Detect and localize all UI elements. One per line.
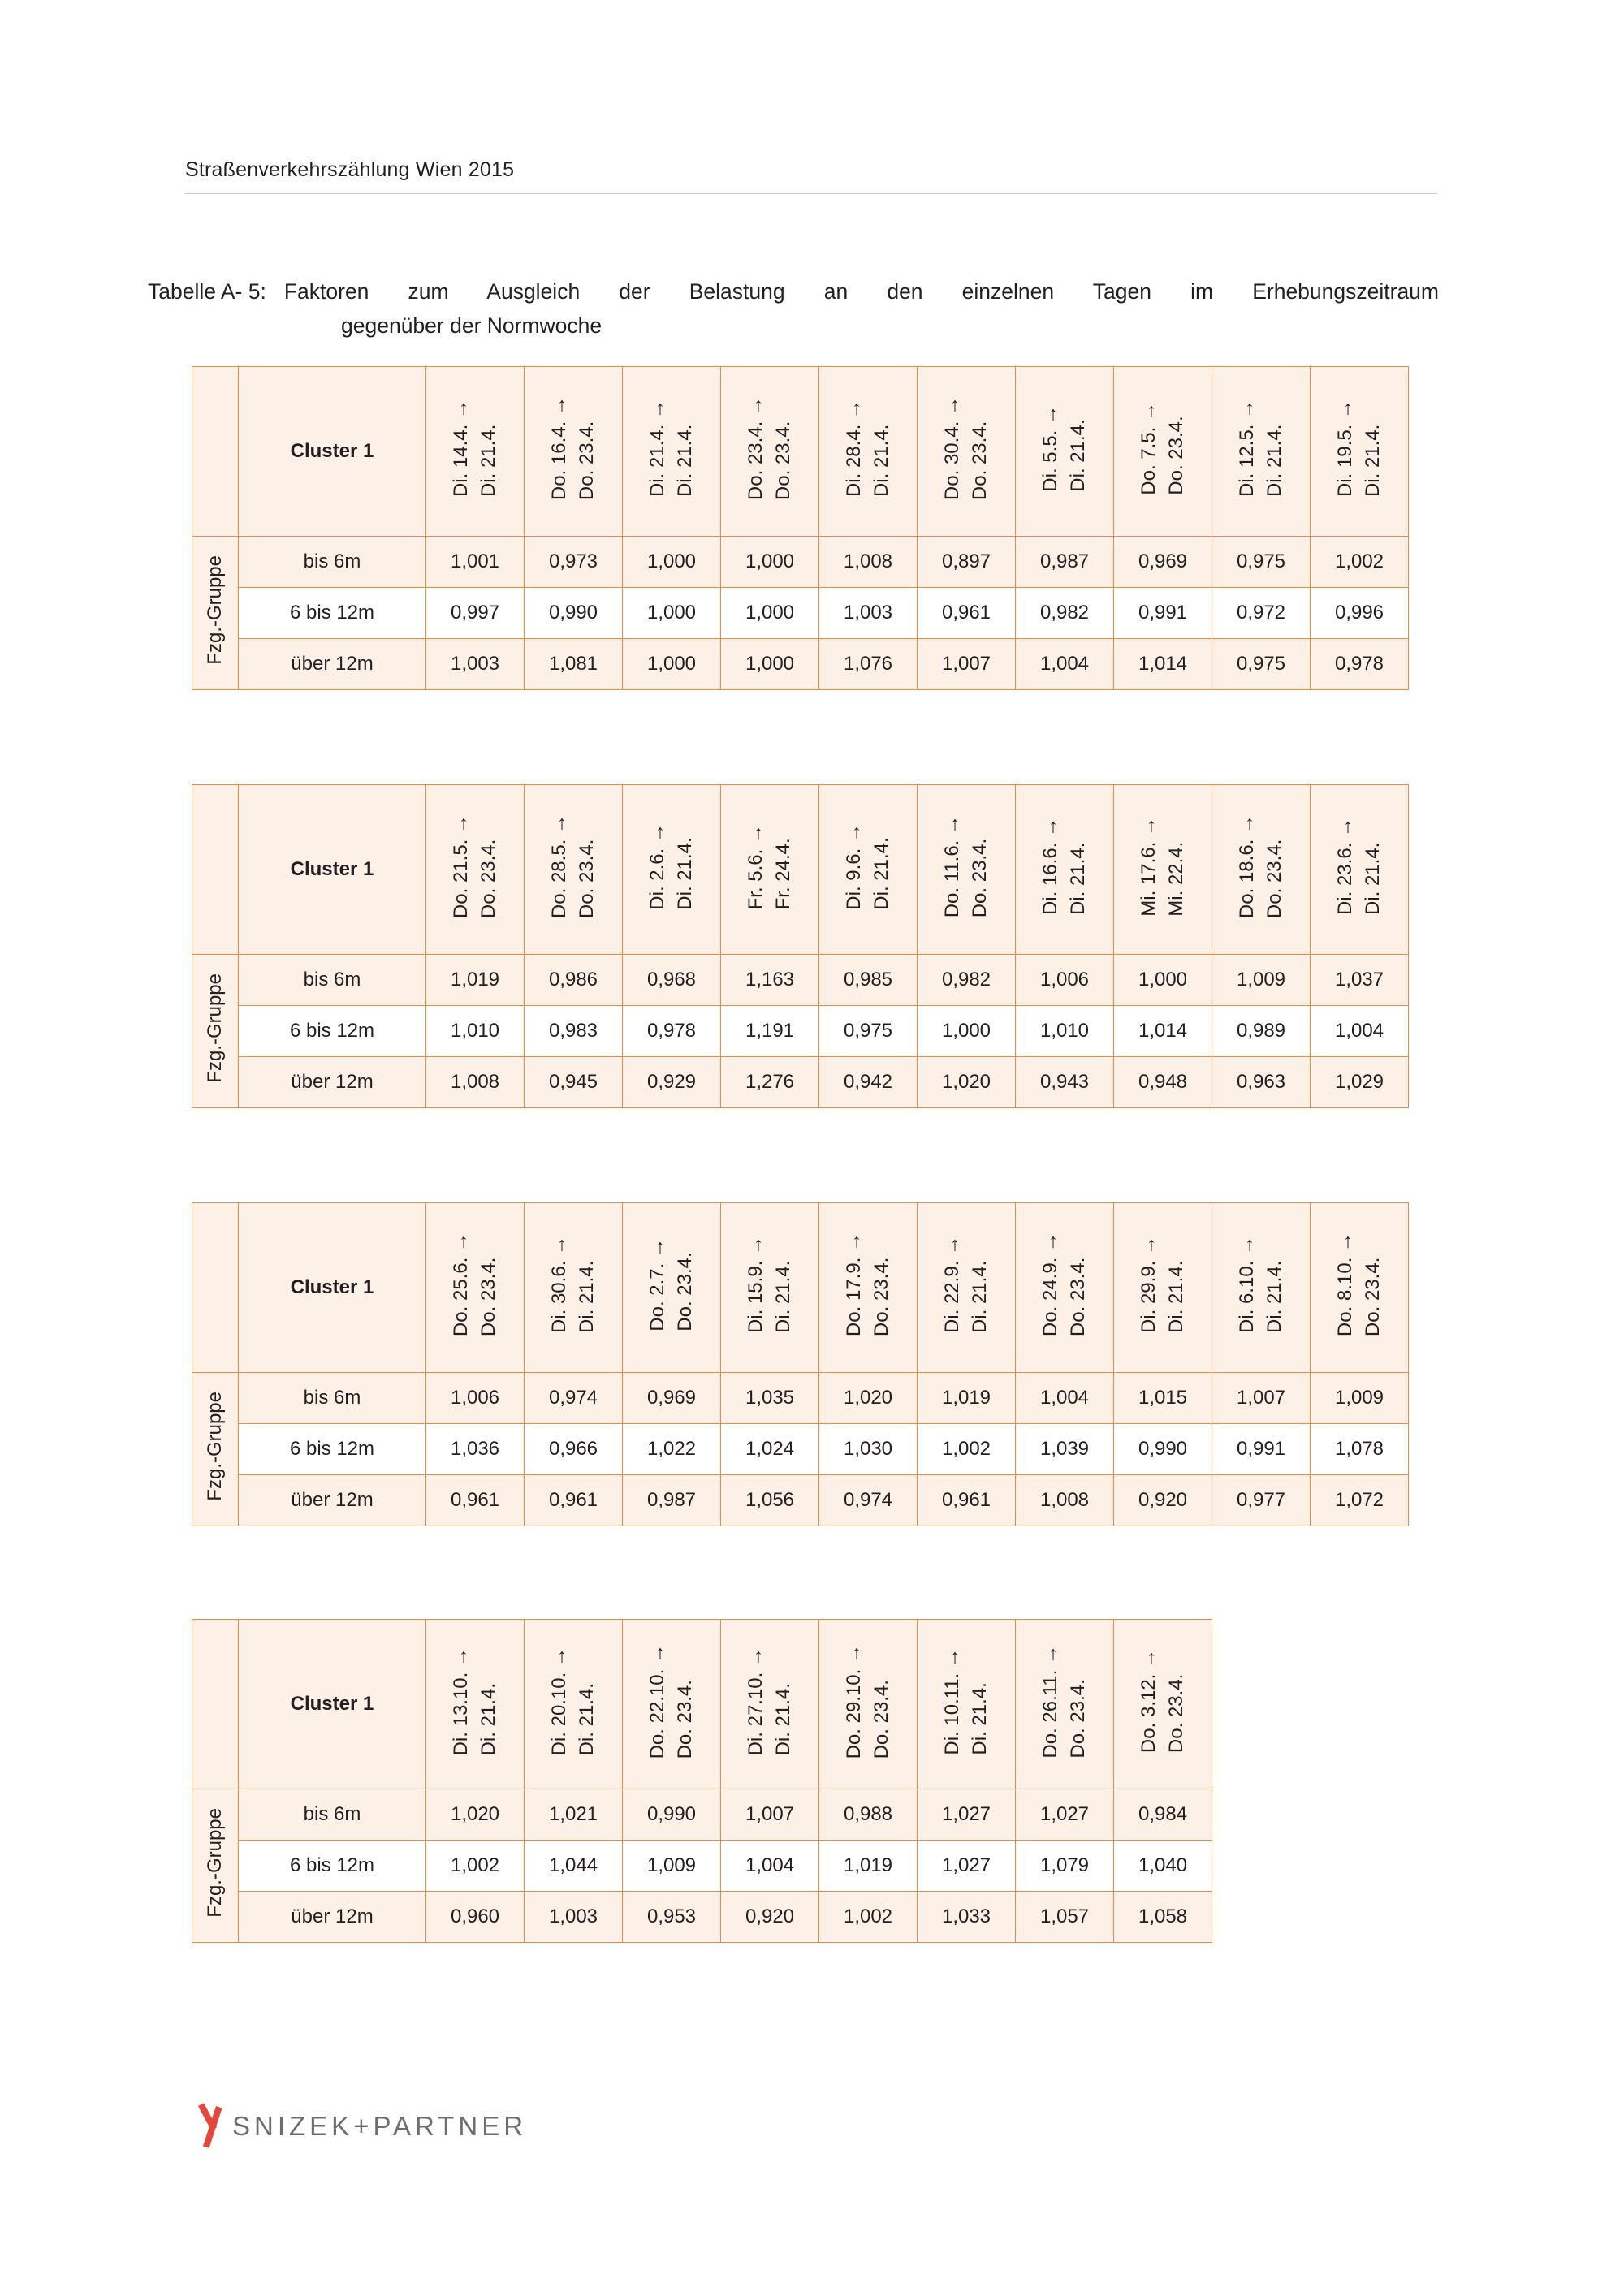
- company-logo: [192, 2104, 527, 2148]
- column-header: [1114, 785, 1212, 955]
- row-label: 6 bis 12m: [239, 1424, 426, 1475]
- cell-value: 1,020: [426, 1789, 525, 1841]
- factor-table-block-4: [192, 1619, 1212, 1943]
- cell-value: 1,006: [426, 1373, 525, 1424]
- row-label: bis 6m: [239, 537, 426, 588]
- cell-value: 1,000: [721, 537, 819, 588]
- cell-value: 1,019: [426, 955, 525, 1006]
- column-header: [525, 1620, 623, 1789]
- cluster-title: Cluster 1: [239, 785, 426, 955]
- cell-value: 1,058: [1114, 1892, 1212, 1943]
- column-header: [721, 785, 819, 955]
- date-from: Di. 30.6. →: [548, 1236, 570, 1334]
- row-label: bis 6m: [239, 1789, 426, 1841]
- cell-value: 1,009: [623, 1841, 721, 1892]
- table-row: [192, 1789, 1212, 1841]
- column-header: [426, 1203, 525, 1373]
- date-to: Do. 23.4.: [1263, 839, 1285, 919]
- table-row: [192, 1006, 1409, 1057]
- caption-line-2: gegenüber der Normwoche: [341, 313, 603, 338]
- cell-value: 0,984: [1114, 1789, 1212, 1841]
- date-to: Di. 21.4.: [969, 1261, 991, 1334]
- cell-value: 1,004: [721, 1841, 819, 1892]
- column-header: [1016, 1203, 1114, 1373]
- cell-value: 1,027: [1016, 1789, 1114, 1841]
- cell-value: 1,010: [426, 1006, 525, 1057]
- cell-value: 0,897: [918, 537, 1016, 588]
- cell-value: 0,973: [525, 537, 623, 588]
- cell-value: 1,003: [426, 639, 525, 690]
- column-header: [819, 1620, 918, 1789]
- date-to: Di. 21.4.: [1067, 843, 1089, 916]
- date-from: Di. 6.10. →: [1236, 1236, 1258, 1334]
- date-to: Do. 23.4.: [1362, 1258, 1384, 1337]
- date-from: Fr. 5.6. →: [745, 823, 767, 910]
- column-header: [525, 367, 623, 537]
- date-from: Do. 28.5. →: [548, 814, 570, 919]
- cell-value: 0,975: [1212, 537, 1311, 588]
- cell-value: 1,002: [918, 1424, 1016, 1475]
- cell-value: 1,276: [721, 1057, 819, 1108]
- date-from: Di. 20.10. →: [548, 1646, 570, 1756]
- cell-value: 1,002: [1311, 537, 1409, 588]
- date-from: Do. 7.5. →: [1138, 402, 1160, 495]
- date-from: Do. 24.9. →: [1039, 1232, 1061, 1337]
- cell-value: 1,004: [1016, 1373, 1114, 1424]
- cell-value: 1,001: [426, 537, 525, 588]
- table-row: [192, 1841, 1212, 1892]
- column-header: [918, 1203, 1016, 1373]
- date-from: Di. 28.4. →: [843, 399, 865, 498]
- cell-value: 0,961: [426, 1475, 525, 1526]
- table-header-row: [192, 367, 1409, 537]
- cell-value: 0,987: [1016, 537, 1114, 588]
- date-to: Do. 23.4.: [576, 421, 598, 501]
- cell-value: 0,991: [1212, 1424, 1311, 1475]
- snizek-mark-icon: [192, 2104, 227, 2148]
- date-to: Do. 23.4.: [674, 1679, 696, 1759]
- cell-value: 0,977: [1212, 1475, 1311, 1526]
- logo-text: SNIZEK+PARTNER: [232, 2111, 528, 2141]
- date-from: Di. 14.4. →: [450, 399, 472, 498]
- cell-value: 1,021: [525, 1789, 623, 1841]
- date-to: Di. 21.4.: [576, 1682, 598, 1756]
- cell-value: 1,008: [426, 1057, 525, 1108]
- date-from: Do. 21.5. →: [450, 814, 472, 919]
- date-from: Do. 22.10. →: [646, 1643, 668, 1759]
- cell-value: 0,945: [525, 1057, 623, 1108]
- cell-value: 0,990: [623, 1789, 721, 1841]
- cell-value: 0,920: [1114, 1475, 1212, 1526]
- date-to: Do. 23.4.: [772, 421, 794, 501]
- date-from: Do. 26.11. →: [1039, 1644, 1061, 1759]
- row-label: über 12m: [239, 1057, 426, 1108]
- cell-value: 1,004: [1311, 1006, 1409, 1057]
- cell-value: 1,004: [1016, 639, 1114, 690]
- date-from: Do. 3.12. →: [1138, 1649, 1160, 1754]
- header-spacer: [192, 785, 239, 955]
- column-header: [918, 367, 1016, 537]
- cell-value: 1,002: [819, 1892, 918, 1943]
- column-header: [623, 367, 721, 537]
- date-to: Do. 23.4.: [1067, 1678, 1089, 1759]
- date-from: Di. 12.5. →: [1236, 399, 1258, 498]
- cell-value: 1,010: [1016, 1006, 1114, 1057]
- side-label: [192, 955, 239, 1108]
- date-to: Do. 23.4.: [969, 839, 991, 918]
- row-label: über 12m: [239, 1475, 426, 1526]
- column-header: [721, 1203, 819, 1373]
- table-caption: [148, 274, 1439, 343]
- cell-value: 0,969: [623, 1373, 721, 1424]
- cell-value: 1,079: [1016, 1841, 1114, 1892]
- column-header: [819, 1203, 918, 1373]
- date-from: Di. 2.6. →: [646, 823, 668, 910]
- page-header: [185, 158, 1437, 194]
- row-label: bis 6m: [239, 1373, 426, 1424]
- table-row: [192, 1424, 1409, 1475]
- table-header-row: [192, 785, 1409, 955]
- date-from: Do. 17.9. →: [843, 1232, 865, 1337]
- date-to: Do. 23.4.: [870, 1679, 892, 1759]
- header-spacer: [192, 367, 239, 537]
- cell-value: 0,972: [1212, 588, 1311, 639]
- cell-value: 0,988: [819, 1789, 918, 1841]
- cell-value: 1,035: [721, 1373, 819, 1424]
- date-to: Do. 23.4.: [477, 839, 499, 919]
- date-to: Di. 21.4.: [1362, 843, 1384, 916]
- date-to: Di. 21.4.: [674, 425, 696, 498]
- header-spacer: [192, 1620, 239, 1789]
- cell-value: 1,000: [623, 639, 721, 690]
- cell-value: 1,037: [1311, 955, 1409, 1006]
- factor-table-4: [192, 1619, 1212, 1943]
- date-from: Do. 25.6. →: [450, 1232, 472, 1337]
- cell-value: 1,027: [918, 1841, 1016, 1892]
- column-header: [426, 785, 525, 955]
- date-to: Di. 21.4.: [1263, 425, 1285, 498]
- cell-value: 1,033: [918, 1892, 1016, 1943]
- date-from: Di. 19.5. →: [1334, 399, 1356, 498]
- cell-value: 0,961: [918, 588, 1016, 639]
- column-header: [1311, 785, 1409, 955]
- cell-value: 0,948: [1114, 1057, 1212, 1108]
- table-row: [192, 639, 1409, 690]
- cell-value: 1,000: [623, 588, 721, 639]
- date-to: Di. 21.4.: [772, 1261, 794, 1334]
- column-header: [623, 785, 721, 955]
- cell-value: 1,015: [1114, 1373, 1212, 1424]
- factor-table-block-2: [192, 784, 1409, 1108]
- column-header: [819, 367, 918, 537]
- column-header: [426, 1620, 525, 1789]
- date-from: Mi. 17.6. →: [1138, 817, 1160, 917]
- row-label: bis 6m: [239, 955, 426, 1006]
- cluster-title: Cluster 1: [239, 1620, 426, 1789]
- cell-value: 1,014: [1114, 1006, 1212, 1057]
- cell-value: 0,982: [918, 955, 1016, 1006]
- column-header: [1212, 367, 1311, 537]
- date-to: Di. 21.4.: [1067, 419, 1089, 492]
- running-title: Straßenverkehrszählung Wien 2015: [185, 158, 515, 181]
- cell-value: 1,000: [721, 588, 819, 639]
- cell-value: 1,022: [623, 1424, 721, 1475]
- column-header: [1212, 785, 1311, 955]
- date-from: Do. 30.4. →: [941, 396, 963, 501]
- column-header: [623, 1620, 721, 1789]
- date-from: Do. 16.4. →: [548, 396, 570, 501]
- cell-value: 1,000: [623, 537, 721, 588]
- date-to: Di. 21.4.: [674, 837, 696, 910]
- cell-value: 1,024: [721, 1424, 819, 1475]
- date-from: Di. 13.10. →: [450, 1646, 472, 1756]
- column-header: [918, 1620, 1016, 1789]
- cell-value: 1,078: [1311, 1424, 1409, 1475]
- column-header: [1114, 1203, 1212, 1373]
- table-row: [192, 537, 1409, 588]
- column-header: [1016, 785, 1114, 955]
- date-from: Di. 21.4. →: [646, 399, 668, 498]
- date-to: Do. 23.4.: [1165, 1674, 1187, 1754]
- table-header-row: [192, 1620, 1212, 1789]
- date-from: Di. 5.5. →: [1039, 405, 1061, 492]
- table-row: [192, 1057, 1409, 1108]
- date-to: Di. 21.4.: [772, 1682, 794, 1756]
- date-from: Do. 18.6. →: [1236, 814, 1258, 919]
- side-label: [192, 1373, 239, 1526]
- date-to: Do. 23.4.: [674, 1252, 696, 1331]
- column-header: [721, 1620, 819, 1789]
- cell-value: 0,968: [623, 955, 721, 1006]
- row-label: über 12m: [239, 639, 426, 690]
- cell-value: 0,920: [721, 1892, 819, 1943]
- date-to: Di. 21.4.: [870, 837, 892, 910]
- cell-value: 1,040: [1114, 1841, 1212, 1892]
- cell-value: 0,996: [1311, 588, 1409, 639]
- cell-value: 1,029: [1311, 1057, 1409, 1108]
- cell-value: 1,019: [819, 1841, 918, 1892]
- cell-value: 1,000: [1114, 955, 1212, 1006]
- cell-value: 0,991: [1114, 588, 1212, 639]
- column-header: [623, 1203, 721, 1373]
- cell-value: 0,975: [1212, 639, 1311, 690]
- cell-value: 0,974: [819, 1475, 918, 1526]
- date-to: Di. 21.4.: [1362, 425, 1384, 498]
- cell-value: 0,990: [525, 588, 623, 639]
- cell-value: 1,006: [1016, 955, 1114, 1006]
- table-row: [192, 588, 1409, 639]
- cell-value: 1,014: [1114, 639, 1212, 690]
- cell-value: 0,974: [525, 1373, 623, 1424]
- column-header: [1311, 367, 1409, 537]
- factor-table-1: [192, 366, 1409, 690]
- cell-value: 0,960: [426, 1892, 525, 1943]
- side-label: [192, 1789, 239, 1943]
- cell-value: 1,076: [819, 639, 918, 690]
- cell-value: 0,963: [1212, 1057, 1311, 1108]
- date-from: Do. 23.4. →: [745, 396, 767, 501]
- cell-value: 0,929: [623, 1057, 721, 1108]
- column-header: [525, 1203, 623, 1373]
- cell-value: 0,966: [525, 1424, 623, 1475]
- date-to: Di. 21.4.: [969, 1681, 991, 1755]
- cell-value: 0,978: [1311, 639, 1409, 690]
- cell-value: 1,072: [1311, 1475, 1409, 1526]
- date-from: Di. 29.9. →: [1138, 1236, 1160, 1334]
- cell-value: 1,081: [525, 639, 623, 690]
- column-header: [426, 367, 525, 537]
- cell-value: 0,986: [525, 955, 623, 1006]
- cell-value: 1,163: [721, 955, 819, 1006]
- date-from: Di. 9.6. →: [843, 823, 865, 910]
- date-to: Do. 23.4.: [969, 421, 991, 501]
- table-header-row: [192, 1203, 1409, 1373]
- date-to: Do. 23.4.: [576, 839, 598, 919]
- cell-value: 1,000: [721, 639, 819, 690]
- factor-table-block-3: [192, 1202, 1409, 1526]
- cluster-title: Cluster 1: [239, 1203, 426, 1373]
- cell-value: 1,009: [1311, 1373, 1409, 1424]
- side-label-text: Fzg.-Gruppe: [204, 1392, 226, 1501]
- column-header: [918, 785, 1016, 955]
- cell-value: 1,009: [1212, 955, 1311, 1006]
- cell-value: 0,978: [623, 1006, 721, 1057]
- cell-value: 0,961: [918, 1475, 1016, 1526]
- caption-line-1: Faktoren zum Ausgleich der Belastung an den einzelnen Tagen im Erhebungszeitraum: [283, 279, 1439, 304]
- cell-value: 0,961: [525, 1475, 623, 1526]
- row-label: über 12m: [239, 1892, 426, 1943]
- column-header: [1311, 1203, 1409, 1373]
- cell-value: 0,953: [623, 1892, 721, 1943]
- cell-value: 1,027: [918, 1789, 1016, 1841]
- date-to: Do. 23.4.: [477, 1258, 499, 1337]
- date-to: Di. 21.4.: [1263, 1261, 1285, 1334]
- side-label: [192, 537, 239, 690]
- row-label: 6 bis 12m: [239, 1006, 426, 1057]
- cell-value: 0,982: [1016, 588, 1114, 639]
- table-row: [192, 1475, 1409, 1526]
- date-to: Do. 23.4.: [1067, 1258, 1089, 1337]
- date-from: Do. 11.6. →: [941, 815, 963, 918]
- date-to: Di. 21.4.: [1165, 1261, 1187, 1334]
- cell-value: 1,007: [1212, 1373, 1311, 1424]
- column-header: [1016, 367, 1114, 537]
- cell-value: 1,020: [819, 1373, 918, 1424]
- cell-value: 0,975: [819, 1006, 918, 1057]
- cell-value: 1,000: [918, 1006, 1016, 1057]
- date-from: Di. 23.6. →: [1334, 818, 1356, 916]
- cluster-title: Cluster 1: [239, 367, 426, 537]
- cell-value: 0,989: [1212, 1006, 1311, 1057]
- date-to: Do. 23.4.: [1165, 416, 1187, 495]
- header-spacer: [192, 1203, 239, 1373]
- cell-value: 1,036: [426, 1424, 525, 1475]
- cell-value: 0,942: [819, 1057, 918, 1108]
- date-from: Do. 29.10. →: [843, 1643, 865, 1759]
- cell-value: 1,007: [721, 1789, 819, 1841]
- caption-label: Tabelle A- 5:: [148, 279, 266, 304]
- side-label-text: Fzg.-Gruppe: [204, 973, 226, 1083]
- cell-value: 1,003: [525, 1892, 623, 1943]
- header-divider: [185, 193, 1437, 194]
- date-from: Do. 8.10. →: [1334, 1232, 1356, 1337]
- cell-value: 1,044: [525, 1841, 623, 1892]
- cell-value: 1,002: [426, 1841, 525, 1892]
- cell-value: 1,019: [918, 1373, 1016, 1424]
- date-from: Di. 15.9. →: [745, 1236, 767, 1334]
- cell-value: 1,003: [819, 588, 918, 639]
- cell-value: 1,057: [1016, 1892, 1114, 1943]
- cell-value: 1,008: [1016, 1475, 1114, 1526]
- table-row: [192, 955, 1409, 1006]
- row-label: 6 bis 12m: [239, 1841, 426, 1892]
- date-to: Di. 21.4.: [870, 425, 892, 498]
- factor-table-2: [192, 784, 1409, 1108]
- table-row: [192, 1373, 1409, 1424]
- date-from: Di. 27.10. →: [745, 1646, 767, 1756]
- cell-value: 0,943: [1016, 1057, 1114, 1108]
- date-from: Di. 22.9. →: [941, 1236, 963, 1334]
- cell-value: 1,039: [1016, 1424, 1114, 1475]
- cell-value: 1,056: [721, 1475, 819, 1526]
- cell-value: 0,985: [819, 955, 918, 1006]
- column-header: [1212, 1203, 1311, 1373]
- column-header: [1016, 1620, 1114, 1789]
- date-to: Di. 21.4.: [477, 425, 499, 498]
- cell-value: 0,969: [1114, 537, 1212, 588]
- column-header: [1114, 367, 1212, 537]
- cell-value: 1,020: [918, 1057, 1016, 1108]
- date-from: Di. 10.11. →: [941, 1647, 963, 1755]
- side-label-text: Fzg.-Gruppe: [204, 555, 226, 665]
- date-to: Di. 21.4.: [477, 1682, 499, 1756]
- cell-value: 0,987: [623, 1475, 721, 1526]
- cell-value: 0,983: [525, 1006, 623, 1057]
- cell-value: 1,191: [721, 1006, 819, 1057]
- column-header: [525, 785, 623, 955]
- cell-value: 1,008: [819, 537, 918, 588]
- cell-value: 0,990: [1114, 1424, 1212, 1475]
- date-to: Fr. 24.4.: [772, 838, 794, 910]
- cell-value: 0,997: [426, 588, 525, 639]
- date-from: Di. 16.6. →: [1039, 818, 1061, 916]
- side-label-text: Fzg.-Gruppe: [204, 1808, 226, 1918]
- cell-value: 1,030: [819, 1424, 918, 1475]
- date-to: Di. 21.4.: [576, 1261, 598, 1334]
- row-label: 6 bis 12m: [239, 588, 426, 639]
- factor-table-3: [192, 1202, 1409, 1526]
- cell-value: 1,007: [918, 639, 1016, 690]
- factor-table-block-1: [192, 366, 1409, 690]
- column-header: [1114, 1620, 1212, 1789]
- date-from: Do. 2.7. →: [646, 1238, 668, 1331]
- date-to: Mi. 22.4.: [1165, 841, 1187, 917]
- table-row: [192, 1892, 1212, 1943]
- column-header: [819, 785, 918, 955]
- date-to: Do. 23.4.: [870, 1258, 892, 1337]
- column-header: [721, 367, 819, 537]
